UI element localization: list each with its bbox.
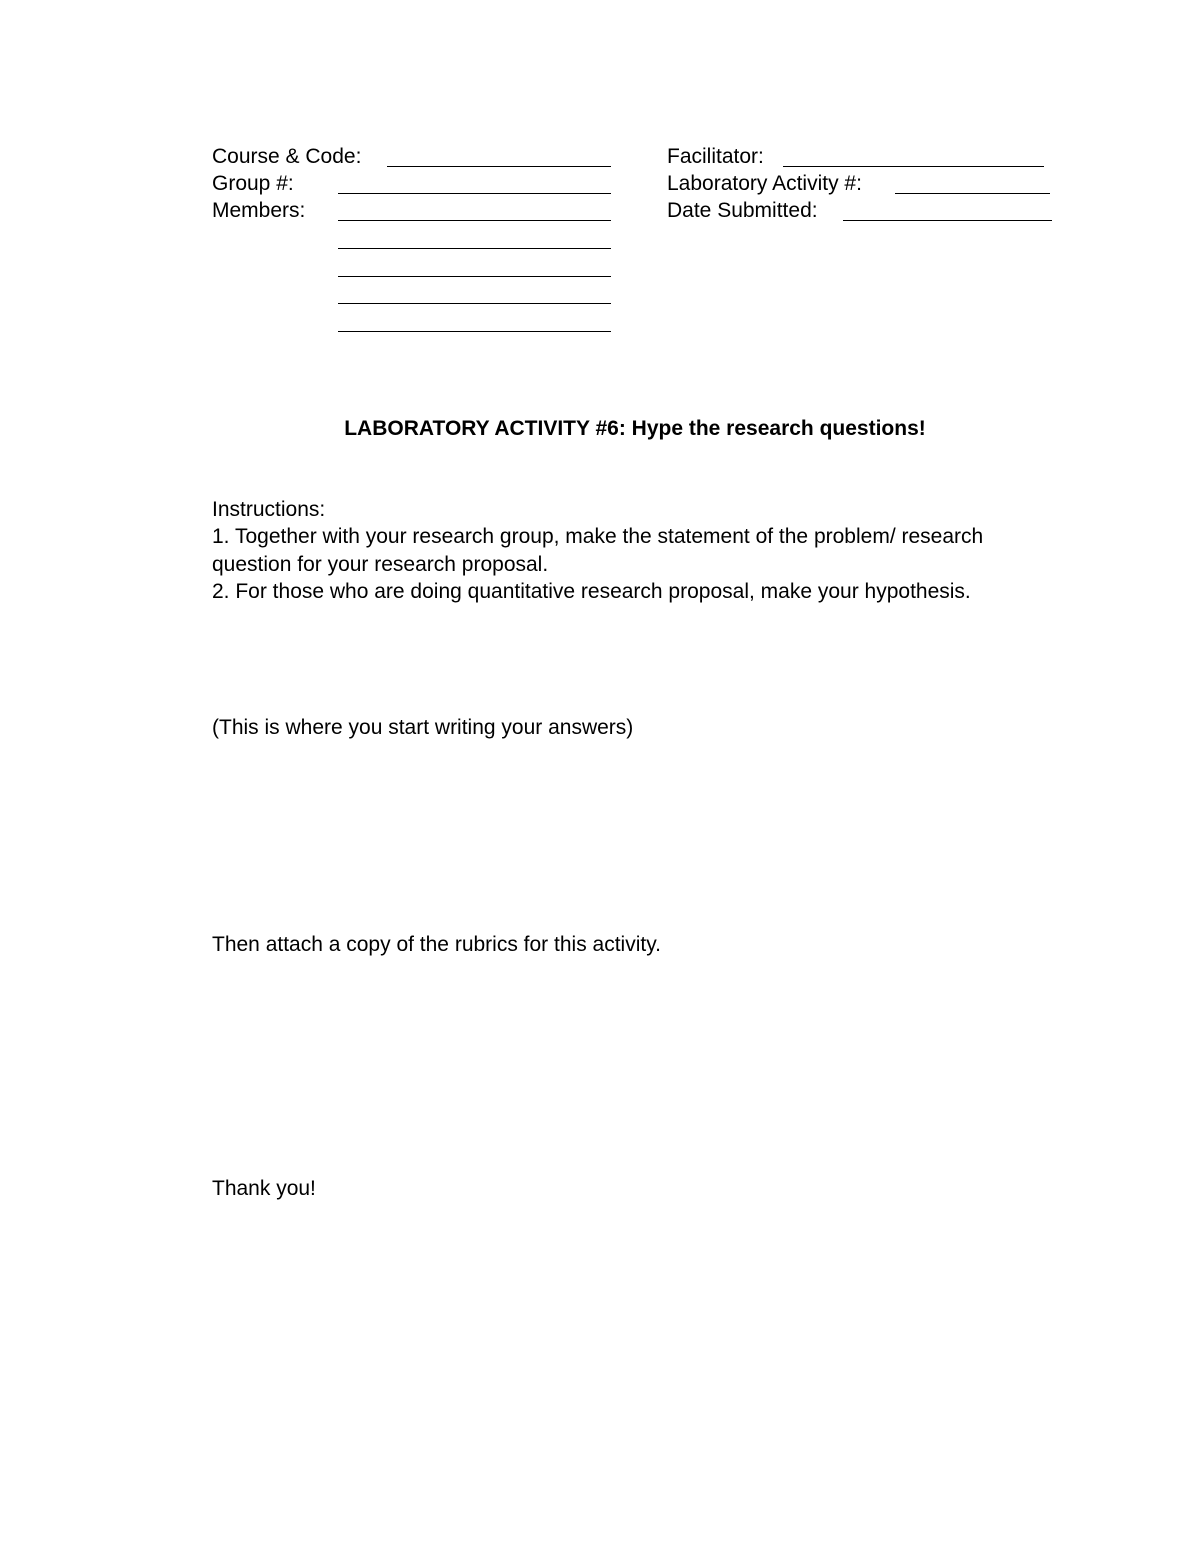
member-blank[interactable] bbox=[338, 248, 611, 249]
member-blank[interactable] bbox=[338, 276, 611, 277]
member-blank[interactable] bbox=[338, 220, 611, 221]
facilitator-blank[interactable] bbox=[783, 166, 1044, 167]
activity-title: LABORATORY ACTIVITY #6: Hype the research questions! bbox=[344, 417, 926, 440]
group-label: Group #: bbox=[212, 172, 294, 195]
instruction-item-2: 2. For those who are doing quantitative research proposal, make your hypothesis. bbox=[212, 580, 971, 603]
date-submitted-blank[interactable] bbox=[843, 220, 1052, 221]
instructions-heading: Instructions: bbox=[212, 498, 326, 521]
closing-text: Thank you! bbox=[212, 1177, 316, 1200]
instruction-item-1: 1. Together with your research group, make the statement of the problem/ research question for your research proposal. bbox=[212, 525, 984, 576]
members-label: Members: bbox=[212, 199, 306, 222]
member-blank[interactable] bbox=[338, 303, 611, 304]
lab-activity-label: Laboratory Activity #: bbox=[667, 172, 862, 195]
date-submitted-label: Date Submitted: bbox=[667, 199, 818, 222]
group-blank[interactable] bbox=[338, 193, 611, 194]
lab-activity-blank[interactable] bbox=[895, 193, 1050, 194]
member-blank[interactable] bbox=[338, 331, 611, 332]
answer-prompt: (This is where you start writing your answers) bbox=[212, 716, 634, 739]
attach-note: Then attach a copy of the rubrics for this activity. bbox=[212, 933, 661, 956]
facilitator-label: Facilitator: bbox=[667, 145, 764, 168]
course-code-blank[interactable] bbox=[387, 166, 611, 167]
course-code-label: Course & Code: bbox=[212, 145, 362, 168]
